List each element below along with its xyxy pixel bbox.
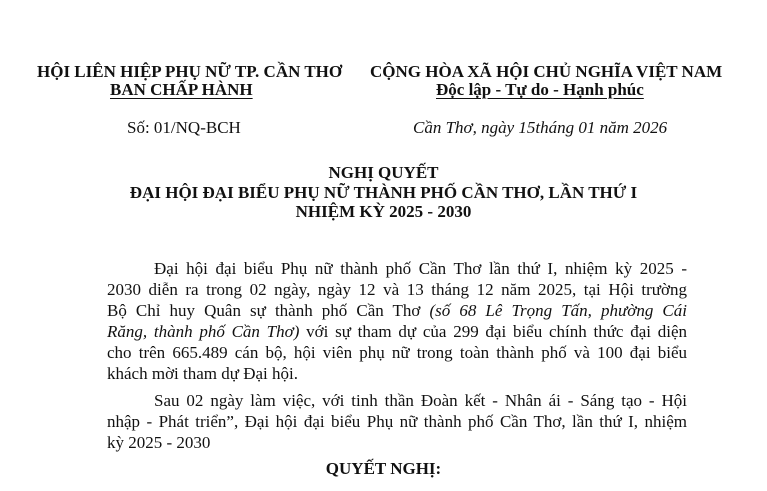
national-motto — [436, 80, 644, 100]
document-number: Số: 01/NQ-BCH — [127, 118, 241, 137]
decision-heading: QUYẾT NGHỊ: — [325, 459, 442, 478]
paragraph-2-line-2: nhập - Phát triển”, Đại hội đại biểu Phụ nữ thành phố Cần Thơ, lần thứ I, nhiệm — [107, 412, 687, 431]
paragraph-2-line-1: Sau 02 ngày làm việc, với tinh thần Đoàn kết - Nhân ái - Sáng tạo - Hội — [154, 391, 687, 410]
org-name: HỘI LIÊN HIỆP PHỤ NỮ TP. CẦN THƠ — [37, 62, 343, 81]
paragraph-1-line-3 — [107, 300, 687, 321]
national-title: CỘNG HÒA XÃ HỘI CHỦ NGHĨA VIỆT NAM — [370, 62, 723, 81]
paragraph-1-line-5: cho trên 665.489 cán bộ, hội viên phụ nữ trong toàn thành phố và 100 đại biểu — [107, 343, 687, 362]
issuing-unit-text: BAN CHẤP HÀNH — [110, 80, 253, 99]
paragraph-1 — [107, 258, 687, 384]
line3-normal: Bộ Chỉ huy Quân sự thành phố Cần Thơ — [107, 301, 430, 320]
line4-italic-address: Răng, thành phố Cần Thơ) — [107, 322, 300, 341]
paragraph-2-line-3: kỳ 2025 - 2030 — [107, 433, 211, 452]
paragraph-1-line-4 — [107, 321, 687, 342]
document-title-line2: NHIỆM KỲ 2025 - 2030 — [295, 202, 472, 221]
paragraph-1-line-2: 2030 diễn ra trong 02 ngày, ngày 12 và 13 tháng 12 năm 2025, tại Hội trường — [107, 280, 687, 299]
place-and-date: Cần Thơ, ngày 15tháng 01 năm 2026 — [413, 118, 668, 137]
national-motto-text: Độc lập - Tự do - Hạnh phúc — [436, 80, 644, 99]
line3-italic-address: (số 68 Lê Trọng Tấn, phường Cái — [429, 301, 687, 320]
paragraph-2 — [107, 390, 687, 453]
paragraph-1-line-1: Đại hội đại biểu Phụ nữ thành phố Cần Thơ lần thứ I, nhiệm kỳ 2025 - — [154, 259, 687, 278]
document-title-line1: ĐẠI HỘI ĐẠI BIỂU PHỤ NỮ THÀNH PHỐ CẦN THƠ, LẦN THỨ I — [129, 183, 638, 202]
issuing-unit — [110, 80, 253, 100]
line4-normal: với sự tham dự của 299 đại biểu chính thức đại diện — [299, 322, 687, 341]
paragraph-1-line-6: khách mời tham dự Đại hội. — [107, 364, 299, 383]
document-type: NGHỊ QUYẾT — [328, 163, 439, 182]
